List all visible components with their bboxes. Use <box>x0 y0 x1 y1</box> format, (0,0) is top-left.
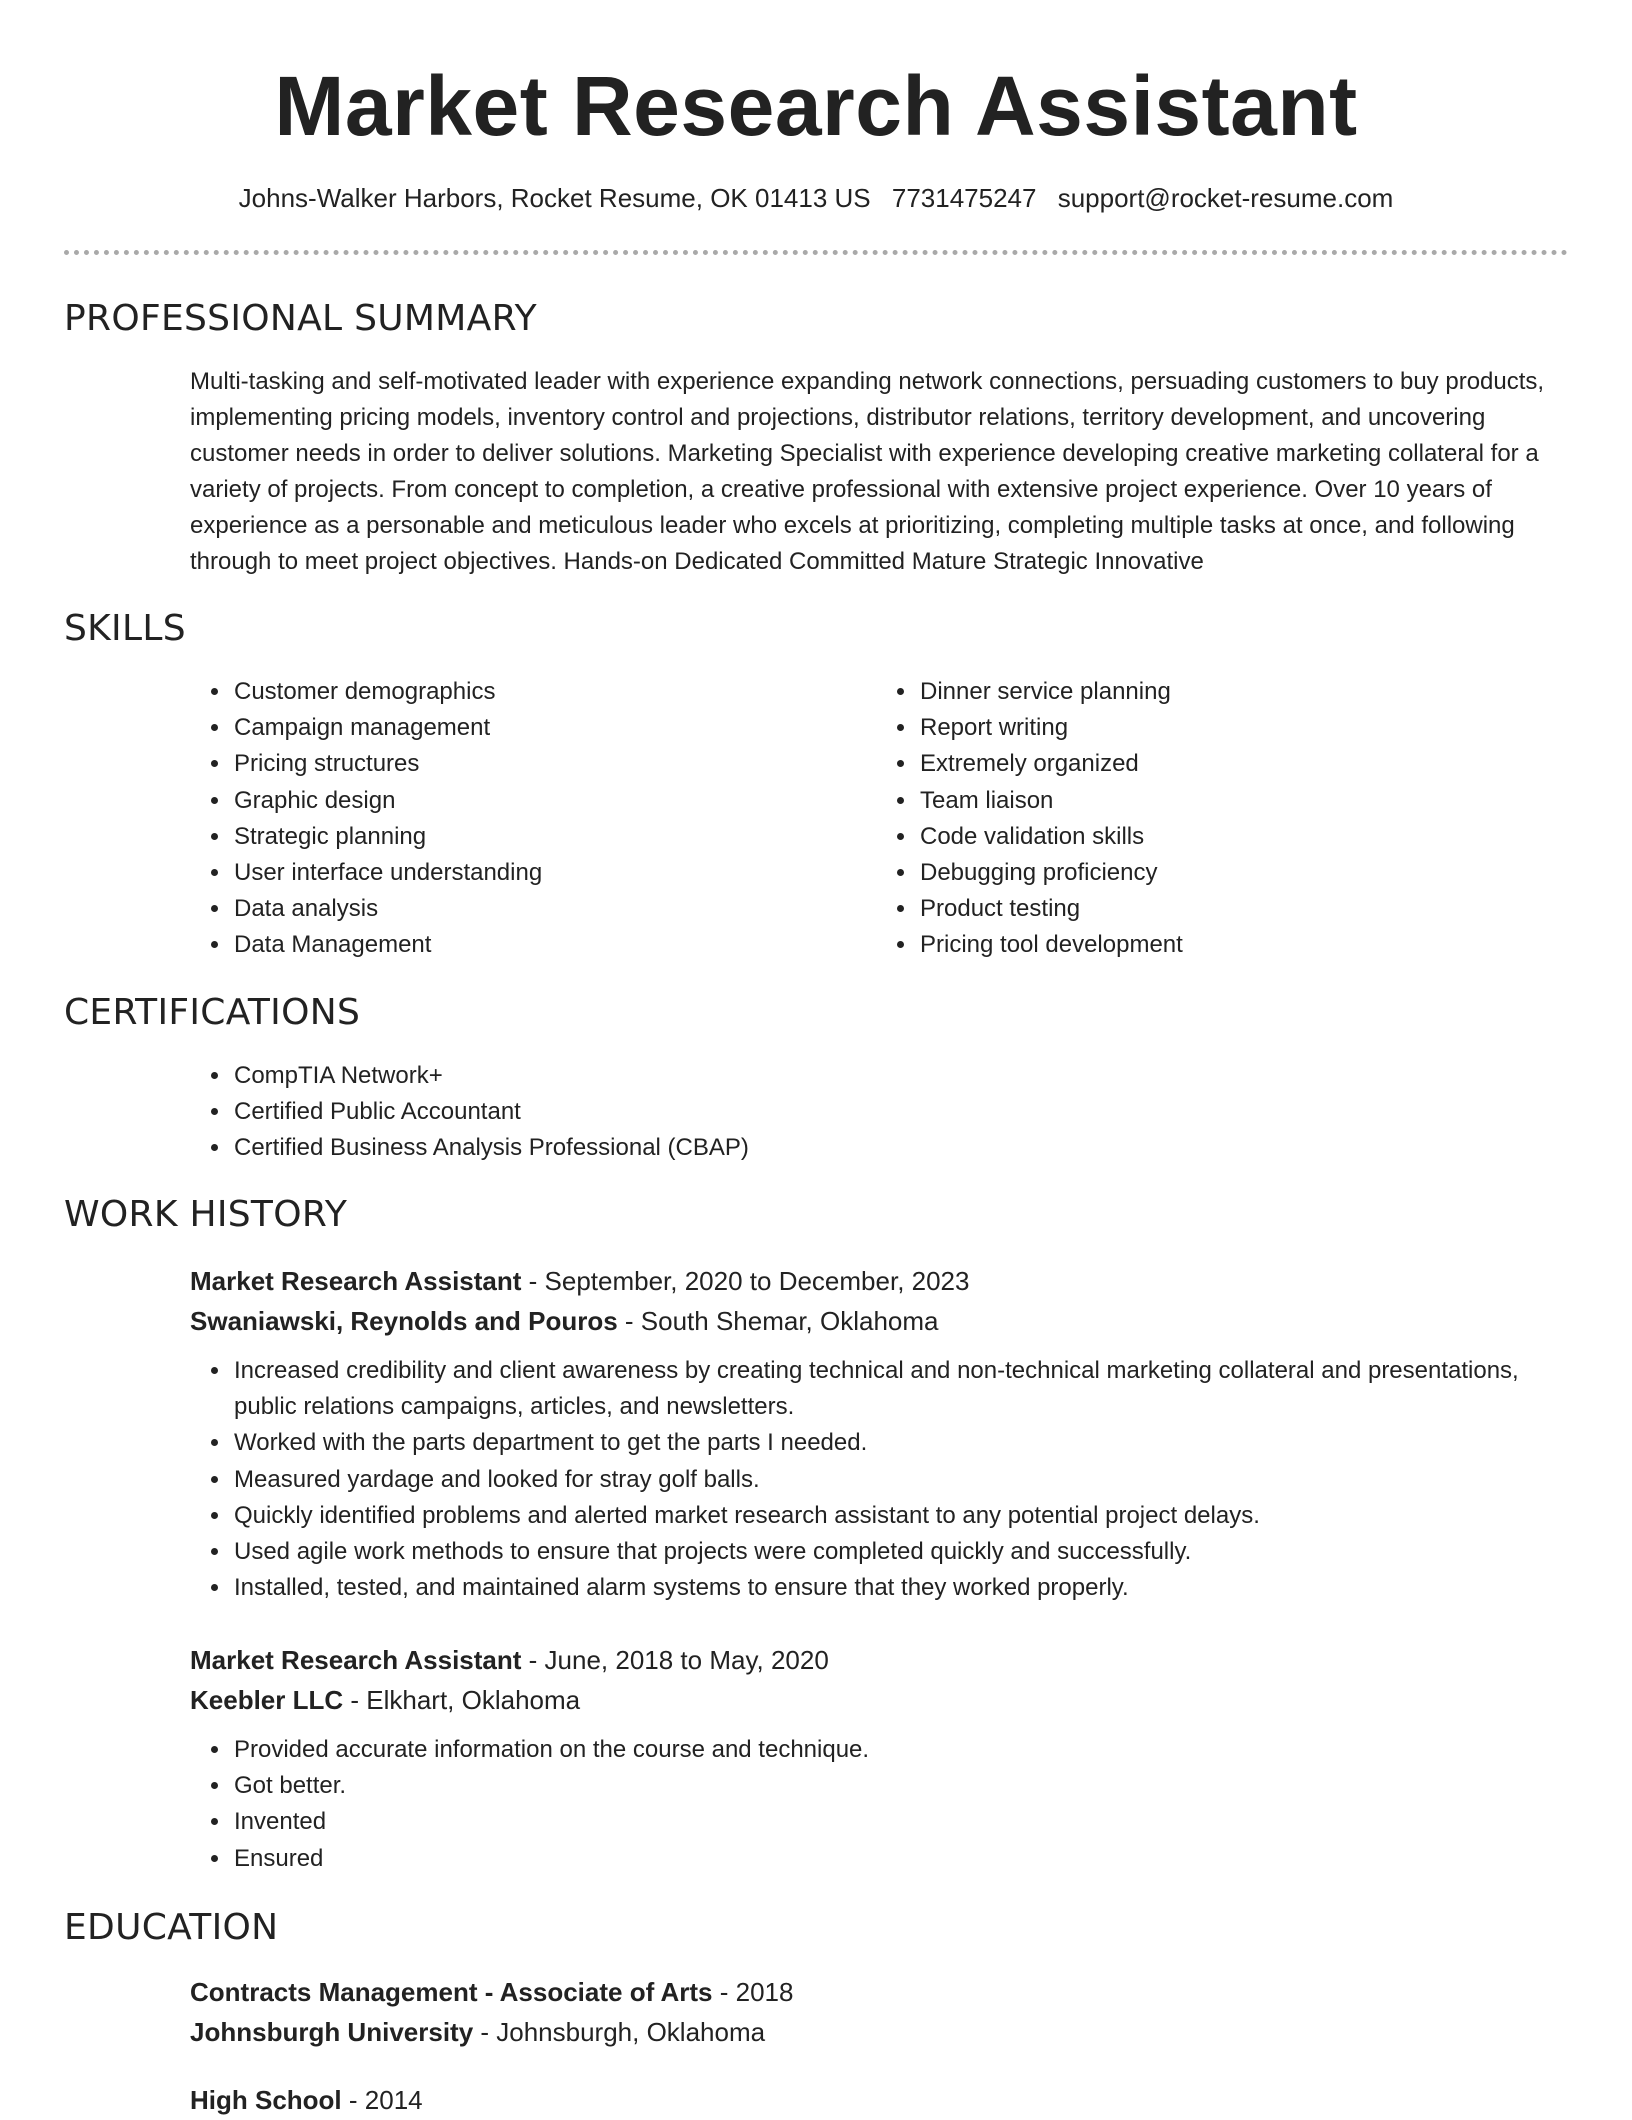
education-degree-line <box>190 2080 1562 2120</box>
education-degree: High School <box>190 2085 342 2115</box>
contact-phone: 7731475247 <box>891 183 1037 213</box>
skill-item: • Data Management <box>232 927 876 963</box>
certification-item: • CompTIA Network+ <box>232 1058 1562 1094</box>
job-bullets <box>190 1353 1562 1606</box>
job-location: - South Shemar, Oklahoma <box>617 1306 939 1336</box>
job-bullet: • Quickly identified problems and alerted market research assistant to any potential project delays. <box>232 1498 1562 1534</box>
job-bullet: • Increased credibility and client awareness by creating technical and non-technical marketing collateral and presentations, public relations campaigns, articles, and newsletters. <box>232 1353 1562 1425</box>
education-school: Johnsburgh University <box>190 2017 474 2047</box>
skills-column-left <box>190 674 876 964</box>
job-bullet: • Used agile work methods to ensure that projects were completed quickly and successfully. <box>232 1534 1562 1570</box>
job-title: Market Research Assistant <box>190 1645 522 1675</box>
work-history-heading: WORK HISTORY <box>64 1194 348 1235</box>
education-entry <box>190 2080 1562 2120</box>
skill-item: • Graphic design <box>232 783 876 819</box>
summary-heading: PROFESSIONAL SUMMARY <box>64 298 537 339</box>
contact-email: support@rocket-resume.com <box>1057 183 1394 213</box>
contact-address: Johns-Walker Harbors, Rocket Resume, OK 01413 US <box>238 183 871 213</box>
skill-item: • Team liaison <box>918 783 1562 819</box>
education-degree-line <box>190 1972 1562 2012</box>
job-company: Swaniawski, Reynolds and Pouros <box>190 1306 618 1336</box>
education-degree: Contracts Management - Associate of Arts <box>190 1977 713 2007</box>
certifications-heading: CERTIFICATIONS <box>64 992 361 1033</box>
job-company: Keebler LLC <box>190 1685 344 1715</box>
certifications-list <box>190 1058 1562 1167</box>
education-entry <box>190 1972 1562 2052</box>
job-location: - Elkhart, Oklahoma <box>343 1685 581 1715</box>
contact-line <box>0 181 1632 215</box>
job-bullet: • Got better. <box>232 1768 1562 1804</box>
skill-item: • Debugging proficiency <box>918 855 1562 891</box>
skill-item: • Pricing tool development <box>918 927 1562 963</box>
skill-item: • Product testing <box>918 891 1562 927</box>
skill-item: • Strategic planning <box>232 819 876 855</box>
education-year: - 2014 <box>341 2085 423 2115</box>
job-entry <box>190 1261 1562 1606</box>
skill-item: • Data analysis <box>232 891 876 927</box>
education-heading: EDUCATION <box>64 1907 279 1948</box>
job-bullet: • Installed, tested, and maintained alarm systems to ensure that they worked properly. <box>232 1570 1562 1606</box>
education-school-line <box>190 2012 1562 2052</box>
education-location: - Johnsburgh, Oklahoma <box>473 2017 766 2047</box>
skill-item: • Extremely organized <box>918 746 1562 782</box>
certification-item: • Certified Business Analysis Professional (CBAP) <box>232 1130 1562 1166</box>
skills-column-right <box>876 674 1562 964</box>
skill-item: • Customer demographics <box>232 674 876 710</box>
job-bullet: • Measured yardage and looked for stray golf balls. <box>232 1462 1562 1498</box>
job-dates: - September, 2020 to December, 2023 <box>521 1266 970 1296</box>
summary-text: Multi-tasking and self-motivated leader with experience expanding network connections, persuading customers to buy products, implementing pricing models, inventory control and projections, distributor relations, territory development, and uncovering customer needs in order to deliver solutions. Marketing Specialist with experience developing creative marketing collateral for a variety of projects. From concept to completion, a creative professional with extensive project experience. Over 10 years of experience as a personable and meticulous leader who excels at prioritizing, completing multiple tasks at once, and following through to meet project objectives. Hands-on Dedicated Committed Mature Strategic Innovative <box>190 368 1545 575</box>
job-company-line <box>190 1301 1562 1341</box>
job-entry <box>190 1640 1562 1877</box>
skills-list <box>190 674 1562 964</box>
skill-item: • Dinner service planning <box>918 674 1562 710</box>
certification-item: • Certified Public Accountant <box>232 1094 1562 1130</box>
job-dates: - June, 2018 to May, 2020 <box>521 1645 829 1675</box>
job-bullet: • Ensured <box>232 1841 1562 1877</box>
job-bullet: • Provided accurate information on the course and technique. <box>232 1732 1562 1768</box>
resume-name: Market Research Assistant <box>274 59 1358 153</box>
job-title-line <box>190 1640 1562 1680</box>
job-title-line <box>190 1261 1562 1301</box>
skills-heading: SKILLS <box>64 608 186 649</box>
job-title: Market Research Assistant <box>190 1266 522 1296</box>
education-year: - 2018 <box>712 1977 794 2007</box>
job-company-line <box>190 1680 1562 1720</box>
skill-item: • Code validation skills <box>918 819 1562 855</box>
skill-item: • User interface understanding <box>232 855 876 891</box>
job-bullet: • Invented <box>232 1804 1562 1840</box>
skill-item: • Campaign management <box>232 710 876 746</box>
job-bullet: • Worked with the parts department to get the parts I needed. <box>232 1425 1562 1461</box>
skill-item: • Pricing structures <box>232 746 876 782</box>
skill-item: • Report writing <box>918 710 1562 746</box>
header-divider <box>64 250 1568 255</box>
job-bullets <box>190 1732 1562 1877</box>
